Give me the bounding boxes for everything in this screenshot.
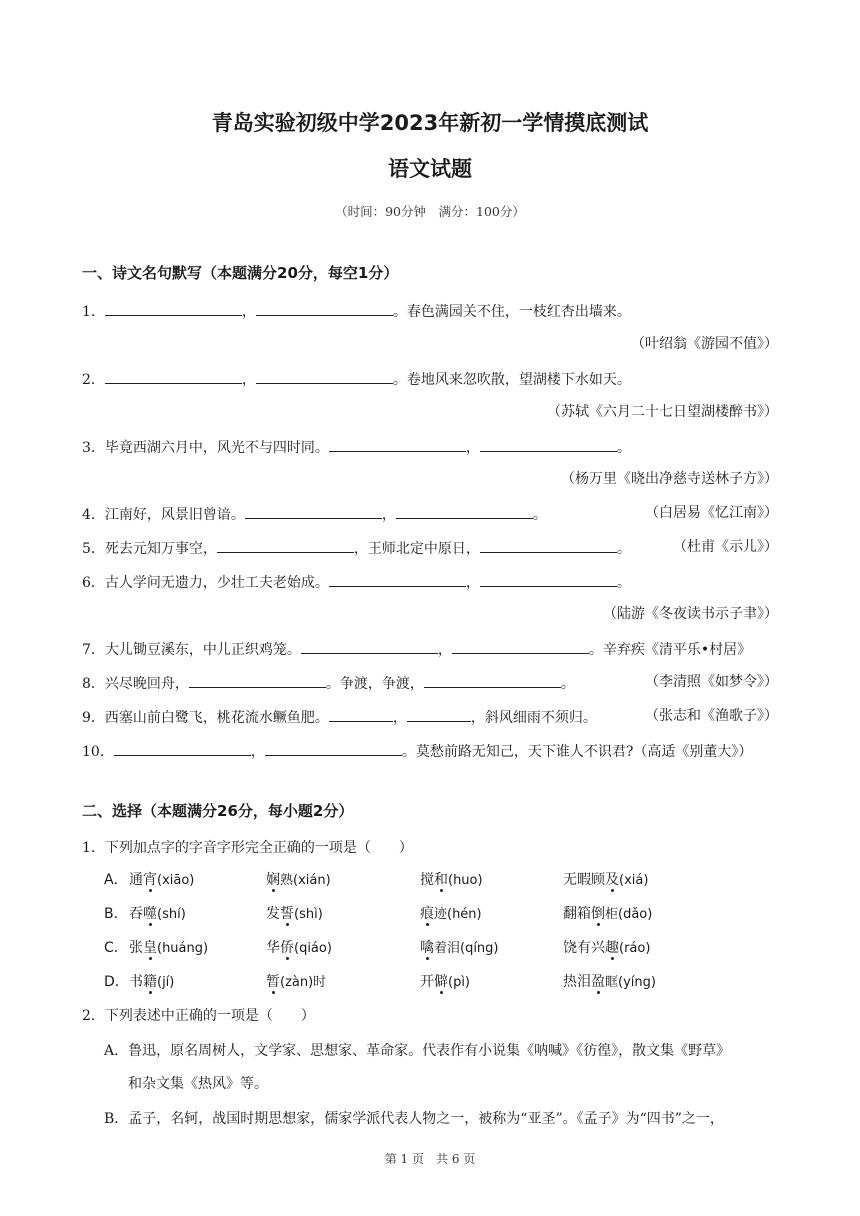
choice-question-2-stem: 2．下列表述中正确的一项是（ ） — [82, 1008, 315, 1024]
question-text: 死去元知万事空， — [104, 541, 217, 557]
question-text: 毕竟西湖六月中，风光不与四时同。 — [104, 440, 329, 456]
choice-2-option-a-cont: 和杂文集《热风》等。 — [128, 1076, 268, 1092]
answer-blank[interactable] — [105, 301, 242, 316]
dotted-character: 倒 — [591, 906, 605, 922]
answer-blank[interactable] — [480, 538, 617, 553]
question-number: 8． — [82, 676, 105, 692]
exam-meta: （时间：90分钟 满分：100分） — [335, 204, 525, 219]
question-5-source: （杜甫《示儿》） — [673, 539, 778, 555]
answer-blank[interactable] — [114, 741, 251, 756]
section-2-title: 二、选择（本题满分26分，每小题2分） — [82, 802, 354, 820]
answer-blank[interactable] — [424, 673, 561, 688]
question-text: ，王师北定中原日， — [353, 541, 480, 557]
question-6-source: （陆游《冬夜读书示子聿》） — [603, 606, 778, 622]
option-item: 暂(zàn)时 — [266, 974, 327, 990]
question-10: 10． ， 。莫愁前路无知己，天下谁人不识君?（高适《别董大》） — [82, 741, 752, 761]
question-4: 4．江南好，风景旧曾谙。 ， 。 — [82, 504, 547, 524]
question-7: 7．大儿锄豆溪东，中儿正织鸡笼。 ， 。辛弃疾《清平乐•村居》 — [82, 639, 751, 659]
answer-blank[interactable] — [301, 639, 438, 654]
question-text: 兴尽晚回舟， — [104, 676, 189, 692]
question-number: 10． — [82, 744, 114, 760]
dotted-character: 痕 — [420, 906, 434, 922]
option-item: 发誓(shì) — [266, 906, 323, 922]
option-item: 饶有兴趣(ráo) — [563, 940, 651, 956]
answer-blank[interactable] — [329, 437, 466, 452]
option-item: 开僻(pì) — [420, 974, 471, 990]
question-number: 4． — [82, 507, 105, 523]
option-label[interactable]: A． — [104, 872, 128, 888]
dotted-character: 皇 — [143, 940, 157, 956]
answer-blank[interactable] — [189, 673, 326, 688]
answer-blank[interactable] — [329, 707, 393, 722]
option-item: 无暇顾及(xiá) — [563, 872, 649, 888]
dotted-character: 噙 — [420, 940, 434, 956]
question-4-source: （白居易《忆江南》） — [645, 505, 778, 521]
dotted-character: 侨 — [280, 940, 294, 956]
option-item: 通宵(xiāo) — [129, 872, 195, 888]
option-item: 翻箱倒柜(dǎo) — [563, 906, 653, 922]
option-item: 搅和(huo) — [420, 872, 483, 888]
answer-blank[interactable] — [480, 572, 617, 587]
option-item: 噙着泪(qíng) — [420, 940, 499, 956]
answer-blank[interactable] — [256, 301, 393, 316]
option-item: 吞噬(shí) — [129, 906, 186, 922]
question-2: 2． ， 。卷地风来忽吹散，望湖楼下水如天。 — [82, 369, 631, 389]
question-text: 。卷地风来忽吹散，望湖楼下水如天。 — [392, 372, 631, 388]
question-number: 1． — [82, 304, 105, 320]
page-footer: 第 1 页 共 6 页 — [384, 1152, 476, 1166]
question-text: 。辛弃疾《清平乐•村居》 — [588, 642, 752, 658]
question-text: 大儿锄豆溪东，中儿正织鸡笼。 — [104, 642, 301, 658]
dotted-character: 誓 — [280, 906, 294, 922]
answer-blank[interactable] — [396, 504, 533, 519]
dotted-character: 暂 — [266, 974, 280, 990]
dotted-character: 趣 — [605, 940, 619, 956]
question-number: 3． — [82, 440, 105, 456]
question-number: 9． — [82, 710, 105, 726]
choice-2-option-a[interactable]: A．鲁迅，原名周树人，文学家、思想家、革命家。代表作有小说集《呐喊》《彷徨》，散文集《野草》 — [104, 1043, 731, 1059]
dotted-character: 籍 — [143, 974, 157, 990]
dotted-character: 和 — [434, 872, 448, 888]
question-1-source: （叶绍翁《游园不值》） — [631, 336, 778, 352]
option-item: 华侨(qiáo) — [266, 940, 332, 956]
answer-blank[interactable] — [329, 572, 466, 587]
question-8-source: （李清照《如梦令》） — [645, 674, 778, 690]
dotted-character: 及 — [605, 872, 619, 888]
dotted-character: 盈 — [591, 974, 605, 990]
choice-2-option-b[interactable]: B．孟子，名轲，战国时期思想家，儒家学派代表人物之一，被称为“亚圣”。《孟子》为“四书”之一， — [104, 1111, 724, 1127]
question-text: 西塞山前白鹭飞，桃花流水鳜鱼肥。 — [104, 710, 329, 726]
answer-blank[interactable] — [452, 639, 589, 654]
question-1: 1． ， 。春色满园关不住，一枝红杏出墙来。 — [82, 301, 631, 321]
exam-title: 青岛实验初级中学2023年新初一学情摸底测试 — [211, 111, 649, 135]
option-label[interactable]: B． — [104, 906, 128, 922]
section-1-title: 一、诗文名句默写（本题满分20分，每空1分） — [82, 264, 399, 282]
option-item: 书籍(jí) — [129, 974, 175, 990]
question-9: 9．西塞山前白鹭飞，桃花流水鳜鱼肥。 ， ，斜风细雨不须归。 — [82, 707, 597, 727]
question-number: 2． — [82, 372, 105, 388]
question-text: ，斜风细雨不须归。 — [470, 710, 597, 726]
option-label[interactable]: D． — [104, 974, 129, 990]
option-item: 热泪盈眶(yíng) — [563, 974, 656, 990]
choice-question-1-stem: 1．下列加点字的字音字形完全正确的一项是（ ） — [82, 840, 413, 856]
answer-blank[interactable] — [217, 538, 354, 553]
question-9-source: （张志和《渔歌子》） — [645, 708, 778, 724]
question-number: 6． — [82, 575, 105, 591]
question-number: 5． — [82, 541, 105, 557]
dotted-character: 宵 — [143, 872, 157, 888]
question-text: 。春色满园关不住，一枝红杏出墙来。 — [392, 304, 631, 320]
answer-blank[interactable] — [480, 437, 617, 452]
question-8: 8．兴尽晚回舟， 。争渡，争渡， 。 — [82, 673, 575, 693]
question-3: 3．毕竟西湖六月中，风光不与四时同。 ， 。 — [82, 437, 631, 457]
option-item: 娴熟(xián) — [266, 872, 331, 888]
option-item: 张皇(huáng) — [129, 940, 209, 956]
question-5: 5．死去元知万事空， ，王师北定中原日， 。 — [82, 538, 631, 558]
exam-subtitle: 语文试题 — [388, 157, 472, 181]
option-label[interactable]: C． — [104, 940, 128, 956]
question-3-source: （杨万里《晓出净慈寺送林子方》） — [561, 471, 778, 487]
question-number: 7． — [82, 642, 105, 658]
question-text: 江南好，风景旧曾谙。 — [104, 507, 245, 523]
option-item: 痕迹(hén) — [420, 906, 482, 922]
question-2-source: （苏轼《六月二十七日望湖楼醉书》） — [547, 404, 778, 420]
question-text: 古人学问无遗力，少壮工夫老始成。 — [104, 575, 329, 591]
answer-blank[interactable] — [407, 707, 471, 722]
answer-blank[interactable] — [256, 369, 393, 384]
answer-blank[interactable] — [245, 504, 382, 519]
question-6: 6．古人学问无遗力，少壮工夫老始成。 ， 。 — [82, 572, 631, 592]
question-text: 。争渡，争渡， — [325, 676, 424, 692]
answer-blank[interactable] — [265, 741, 402, 756]
answer-blank[interactable] — [105, 369, 242, 384]
dotted-character: 娴 — [266, 872, 280, 888]
dotted-character: 噬 — [143, 906, 157, 922]
question-text: 。莫愁前路无知己，天下谁人不识君?（高适《别董大》） — [401, 744, 753, 760]
dotted-character: 僻 — [434, 974, 448, 990]
